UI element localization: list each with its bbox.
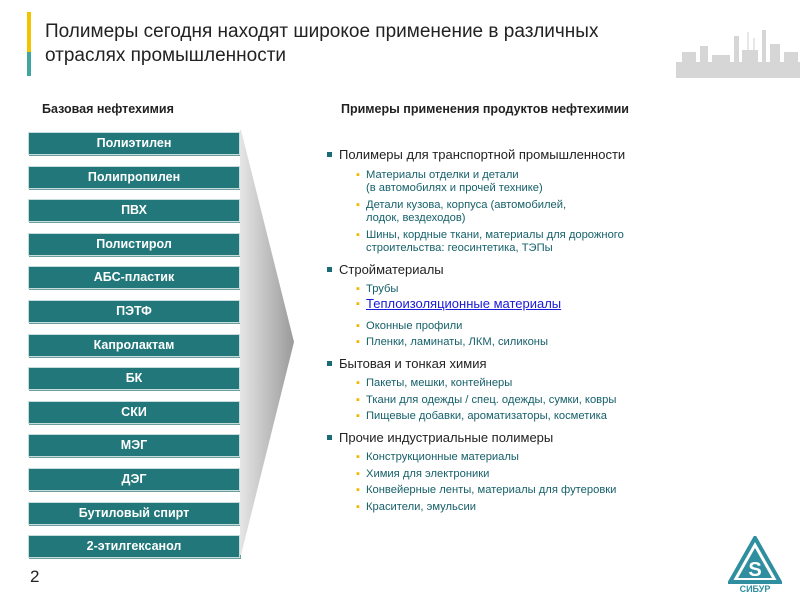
- small-bullet-icon: ▪: [356, 484, 360, 496]
- small-bullet-icon: ▪: [356, 467, 360, 480]
- factory-skyline-image: [676, 22, 800, 78]
- svg-text:S: S: [748, 559, 762, 581]
- small-bullet-icon: ▪: [356, 228, 360, 241]
- small-bullet-icon: ▪: [356, 297, 360, 310]
- small-bullet-icon: ▪: [356, 336, 360, 348]
- category-title: Стройматериалы: [339, 261, 444, 277]
- product-box: ПВХ: [28, 199, 240, 222]
- item-text: Химия для электроники: [366, 467, 490, 480]
- category-title: Полимеры для транспортной промышленности: [339, 147, 626, 162]
- product-box: Бутиловый спирт: [28, 502, 240, 525]
- item-text: Конструкционные материалы: [366, 451, 519, 463]
- small-bullet-icon: ▪: [356, 377, 360, 389]
- item-text: Шины, кордные ткани, материалы для дорожного: [366, 228, 624, 241]
- item-text: Пленки, ламинаты, ЛКМ, силиконы: [366, 336, 549, 348]
- sibur-logo: [728, 536, 782, 594]
- product-box: БК: [28, 367, 240, 390]
- item-text: Красители, эмульсии: [366, 500, 476, 513]
- item-text: (в автомобилях и прочей технике): [366, 182, 543, 194]
- product-box: Капролактам: [28, 334, 240, 357]
- product-box: Полистирол: [28, 233, 240, 256]
- small-bullet-icon: ▪: [356, 451, 360, 463]
- small-bullet-icon: ▪: [356, 410, 360, 422]
- item-text: Материалы отделки и детали: [366, 168, 519, 181]
- item-text[interactable]: Теплоизоляционные материалы: [366, 295, 562, 311]
- product-box: ПЭТФ: [28, 300, 240, 323]
- product-box: ДЭГ: [28, 468, 240, 491]
- item-text: Детали кузова, корпуса (автомобилей,: [366, 198, 567, 211]
- product-box: СКИ: [28, 401, 240, 424]
- small-bullet-icon: ▪: [356, 393, 360, 406]
- product-box: Полипропилен: [28, 166, 240, 189]
- page-number: 2: [30, 567, 40, 586]
- item-text: Пакеты, мешки, контейнеры: [366, 377, 513, 389]
- product-box: МЭГ: [28, 434, 240, 457]
- small-bullet-icon: ▪: [356, 168, 360, 181]
- square-bullet-icon: [327, 361, 332, 366]
- base-petrochemistry-heading: Базовая нефтехимия: [42, 102, 174, 116]
- category-title: Прочие индустриальные полимеры: [339, 429, 554, 445]
- item-text: Оконные профили: [366, 319, 463, 332]
- applications-heading: Примеры применения продуктов нефтехимии: [341, 102, 629, 116]
- chevron-arrow-icon: [240, 130, 296, 555]
- small-bullet-icon: ▪: [356, 198, 360, 211]
- accent-bar: [27, 12, 31, 76]
- square-bullet-icon: [327, 152, 332, 157]
- square-bullet-icon: [327, 267, 332, 272]
- item-text: Пищевые добавки, ароматизаторы, косметика: [366, 410, 607, 422]
- item-text: Конвейерные ленты, материалы для футеровки: [366, 484, 617, 496]
- product-box: 2-этилгексанол: [28, 535, 240, 558]
- item-text: Трубы: [366, 283, 399, 295]
- item-text: Ткани для одежды / спец. одежды, сумки, ковры: [366, 393, 617, 406]
- small-bullet-icon: ▪: [356, 319, 360, 332]
- small-bullet-icon: ▪: [356, 283, 360, 295]
- category-title: Бытовая и тонкая химия: [339, 355, 487, 371]
- svg-text:СИБУР: СИБУР: [739, 584, 771, 594]
- product-box: АБС-пластик: [28, 266, 240, 289]
- page-title: Полимеры сегодня находят широкое применение в различных отраслях промышленности: [45, 21, 599, 66]
- product-box: Полиэтилен: [28, 132, 240, 155]
- square-bullet-icon: [327, 435, 332, 440]
- small-bullet-icon: ▪: [356, 500, 360, 513]
- item-text: лодок, вездеходов): [366, 212, 466, 224]
- item-text: строительства: геосинтетика, ТЭПы: [366, 242, 553, 254]
